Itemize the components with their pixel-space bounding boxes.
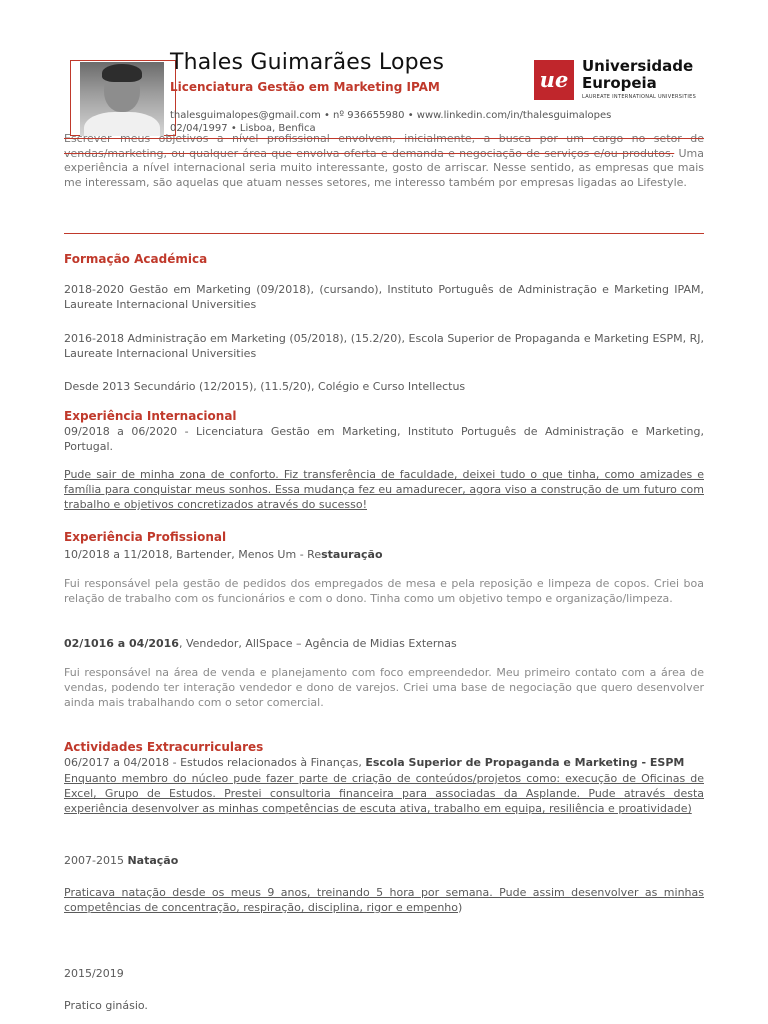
act2-close: )	[458, 901, 463, 914]
internacional-description: Pude sair de minha zona de conforto. Fiz transferência de faculdade, deixei tudo o que tinha, como amizades e família para conquistar meus sonhos. Essa mudança fez eu amadurecer, agora viso a construção de um futuro com trabalho e objetivos concretizados através do sucesso!	[64, 468, 704, 511]
internacional-line: 09/2018 a 06/2020 - Licenciatura Gestão em Marketing, Instituto Português de Administração e Marketing, Portugal.	[64, 425, 704, 453]
act2-line	[64, 853, 704, 868]
job2-rest: , Vendedor, AllSpace – Agência de Midias Externas	[178, 637, 457, 650]
act2-bold: Natação	[127, 854, 179, 867]
act1-description: Enquanto membro do núcleo pude fazer parte de criação de conteúdos/projetos como: execução de Oficinas de Excel, Grupo de Estudos. Prestei consultoria financeira para associadas da Asplande. Pude através desta experiência desenvolver as minhas competências de escuta ativa, trabalho em equipa, resiliência e proatividade)	[64, 772, 704, 815]
section-title-internacional: Experiência Internacional	[64, 409, 237, 423]
act2-prefix: 2007-2015	[64, 854, 128, 867]
section-title-profissional: Experiência Profissional	[64, 530, 227, 544]
logo-text-line3: LAUREATE INTERNATIONAL UNIVERSITIES	[582, 94, 697, 100]
section-divider	[64, 233, 704, 234]
section-title-formacao: Formação Académica	[64, 252, 208, 266]
degree-subtitle: Licenciatura Gestão em Marketing IPAM	[170, 80, 440, 94]
job1-bold: stauração	[321, 548, 383, 561]
job1-description: Fui responsável pela gestão de pedidos dos empregados de mesa e pela reposição e limpeza de copos. Criei boa relação de trabalho com os funcionários e com o dono. Tinha como um objetivo tempo e organização/limpeza.	[64, 577, 704, 605]
job2-description: Fui responsável na área de venda e planejamento com foco empreendedor. Meu primeiro contato com a área de vendas, podendo ter interação vendedor e dono de varejos. Criei uma base de negociação que quero desenvolver ainda mais trabalhando com o setor comercial.	[64, 666, 704, 709]
job2-dates: 02/1016 a 04/2016	[64, 637, 179, 650]
act1-prefix: 06/2017 a 04/2018 - Estudos relacionados à Finanças,	[64, 756, 366, 769]
logo-text-line1: Universidade	[582, 57, 694, 75]
act2-description: Praticava natação desde os meus 9 anos, treinando 5 hora por semana. Pude assim desenvolver as minhas competências de concentração, respiração, disciplina, rigor e empenho	[64, 886, 704, 914]
objective-struck-text: Escrever meus objetivos a nível profissional envolvem, inicialmente, a busca por um cargo no setor de vendas/marketing, ou qualquer área que envolva oferta e demanda e negociação de serviços e/ou produtos.	[64, 132, 704, 160]
job1-line	[64, 547, 704, 562]
objective-paragraph	[64, 132, 704, 190]
profile-photo	[80, 62, 164, 136]
job2-line	[64, 636, 704, 651]
formacao-item-1: 2018-2020 Gestão em Marketing (09/2018), (cursando), Instituto Português de Administração e Marketing IPAM, Laureate Internacional Universities	[64, 283, 704, 311]
objective-text: Uma experiência a nível internacional seria muito interessante, gosto de arriscar. Nesse sentido, as empresas que mais me interessam, são aquelas que atuam nesses setores, me interesso também por empresas ligadas ao Lifestyle.	[64, 146, 705, 189]
university-logo-icon: ue	[534, 60, 574, 100]
job1-prefix: 10/2018 a 11/2018, Bartender, Menos Um - Re	[64, 548, 322, 561]
logo-text-line2: Europeia	[582, 74, 657, 92]
section-title-extra: Actividades Extracurriculares	[64, 740, 264, 754]
act2-description-wrap	[64, 885, 704, 915]
birth-location-line: 02/04/1997 • Lisboa, Benfica	[170, 123, 316, 134]
act1-institution: Escola Superior de Propaganda e Marketing - ESPM	[365, 756, 685, 769]
act1-line	[64, 755, 704, 770]
formacao-item-2: 2016-2018 Administração em Marketing (05/2018), (15.2/20), Escola Superior de Propaganda e Marketing ESPM, RJ, Laureate Internacional Universities	[64, 332, 704, 360]
contact-line: thalesguimalopes@gmail.com • nº 936655980 • www.linkedin.com/in/thalesguimalopes	[170, 110, 612, 121]
formacao-item-3: Desde 2013 Secundário (12/2015), (11.5/20), Colégio e Curso Intellectus	[64, 380, 466, 393]
act3-description: Pratico ginásio.	[64, 999, 148, 1012]
act3-year: 2015/2019	[64, 967, 124, 980]
candidate-name: Thales Guimarães Lopes	[170, 50, 445, 75]
